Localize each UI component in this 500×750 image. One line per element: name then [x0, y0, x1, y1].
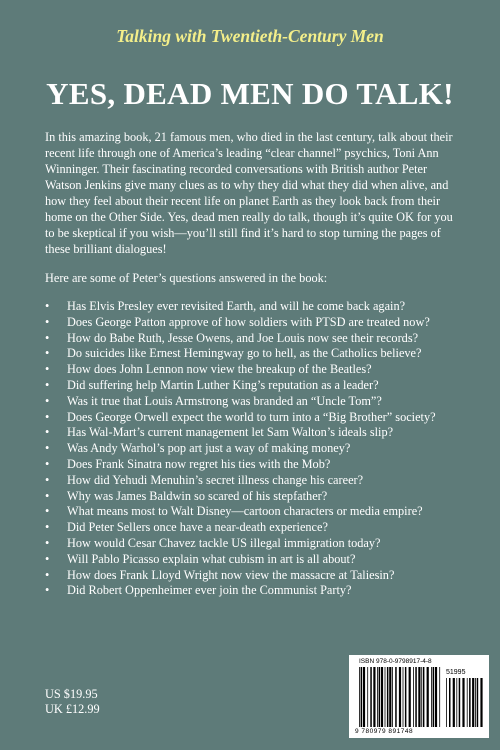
question-text: Does George Orwell expect the world to turn into a “Big Brother” society? — [67, 409, 436, 424]
question-item — [45, 346, 475, 362]
isbn-label: ISBN 978-0-9798917-4-8 — [359, 658, 432, 665]
bullet-icon: • — [45, 567, 50, 582]
question-text: Has Wal-Mart’s current management let Sam Walton’s ideals slip? — [67, 425, 394, 440]
question-text: Was it true that Louis Armstrong was branded an “Uncle Tom”? — [67, 393, 382, 408]
question-item — [45, 489, 475, 505]
isbn-barcode — [349, 655, 489, 738]
bullet-icon: • — [45, 377, 50, 392]
question-item — [45, 331, 475, 347]
question-item — [45, 504, 475, 520]
bullet-icon: • — [45, 456, 50, 471]
headline: YES, DEAD MEN DO TALK! — [46, 76, 454, 111]
question-item — [45, 378, 475, 394]
barcode-price-code: 51995 — [446, 669, 466, 676]
questions-lead: Here are some of Peter’s questions answered in the book: — [45, 271, 328, 285]
barcode-icon — [349, 655, 489, 738]
question-item — [45, 299, 475, 315]
bullet-icon: • — [45, 299, 50, 313]
question-item — [45, 362, 475, 378]
question-text: What means most to Walt Disney—cartoon characters or media empire? — [67, 504, 423, 519]
bullet-icon: • — [45, 330, 50, 345]
question-item — [45, 583, 475, 599]
question-text: Did suffering help Martin Luther King’s reputation as a leader? — [67, 377, 379, 392]
price-block — [45, 687, 100, 717]
question-text: Was Andy Warhol’s pop art just a way of making money? — [67, 441, 351, 456]
question-item — [45, 552, 475, 568]
bullet-icon: • — [45, 520, 50, 535]
price-us: US $19.95 — [45, 687, 98, 701]
bullet-icon: • — [45, 314, 50, 329]
bullet-icon: • — [45, 535, 50, 550]
question-text: Will Pablo Picasso explain what cubism in art is all about? — [67, 551, 356, 566]
bullet-icon: • — [45, 551, 50, 566]
question-text: Do suicides like Ernest Hemingway go to hell, as the Catholics believe? — [67, 346, 422, 361]
question-item — [45, 315, 475, 331]
bullet-icon: • — [45, 425, 50, 440]
question-item — [45, 568, 475, 584]
bullet-icon: • — [45, 346, 50, 361]
bullet-icon: • — [45, 488, 50, 503]
question-text: How would Cesar Chavez tackle US illegal immigration today? — [67, 535, 381, 550]
question-text: Has Elvis Presley ever revisited Earth, and will he come back again? — [67, 299, 406, 313]
series-title: Talking with Twentieth-Century Men — [116, 26, 384, 46]
bullet-icon: • — [45, 441, 50, 456]
question-text: Did Peter Sellers once have a near-death experience? — [67, 520, 328, 535]
question-item — [45, 425, 475, 441]
price-uk: UK £12.99 — [45, 702, 100, 716]
bullet-icon: • — [45, 362, 50, 377]
bullet-icon: • — [45, 504, 50, 519]
questions-list — [45, 299, 475, 599]
question-text: Did Robert Oppenheimer ever join the Communist Party? — [67, 583, 352, 598]
question-item — [45, 520, 475, 536]
question-text: How do Babe Ruth, Jesse Owens, and Joe Louis now see their records? — [67, 330, 419, 345]
question-text: How did Yehudi Menuhin’s secret illness change his career? — [67, 472, 364, 487]
question-text: Does George Patton approve of how soldiers with PTSD are treated now? — [67, 314, 430, 329]
question-item — [45, 536, 475, 552]
question-text: Does Frank Sinatra now regret his ties with the Mob? — [67, 456, 331, 471]
question-text: How does Frank Lloyd Wright now view the massacre at Taliesin? — [67, 567, 395, 582]
bullet-icon: • — [45, 472, 50, 487]
question-item — [45, 473, 475, 489]
question-text: How does John Lennon now view the breakup of the Beatles? — [67, 362, 372, 377]
question-item — [45, 441, 475, 457]
barcode-digits: 9 780979 891748 — [355, 728, 414, 735]
question-item — [45, 394, 475, 410]
question-item — [45, 410, 475, 426]
question-item — [45, 457, 475, 473]
bullet-icon: • — [45, 583, 50, 598]
intro-paragraph: In this amazing book, 21 famous men, who died in the last century, talk about their recent life through one of America’s leading “clear channel” psychics, Toni Ann Winninger. Their fascinating recorded conversations with British author Peter Watson Jenkins give many clues as to why they did what they did when alive, and how they feel about their recent life on planet Earth as they look back from their home on the Other Side. Yes, dead men really do talk, though it’s quite OK for you to be skeptical if you wish—you’ll still find it’s hard to stop turning the pages of these brilliant dialogues! — [45, 130, 453, 256]
bullet-icon: • — [45, 393, 50, 408]
question-text: Why was James Baldwin so scared of his stepfather? — [67, 488, 328, 503]
bullet-icon: • — [45, 409, 50, 424]
